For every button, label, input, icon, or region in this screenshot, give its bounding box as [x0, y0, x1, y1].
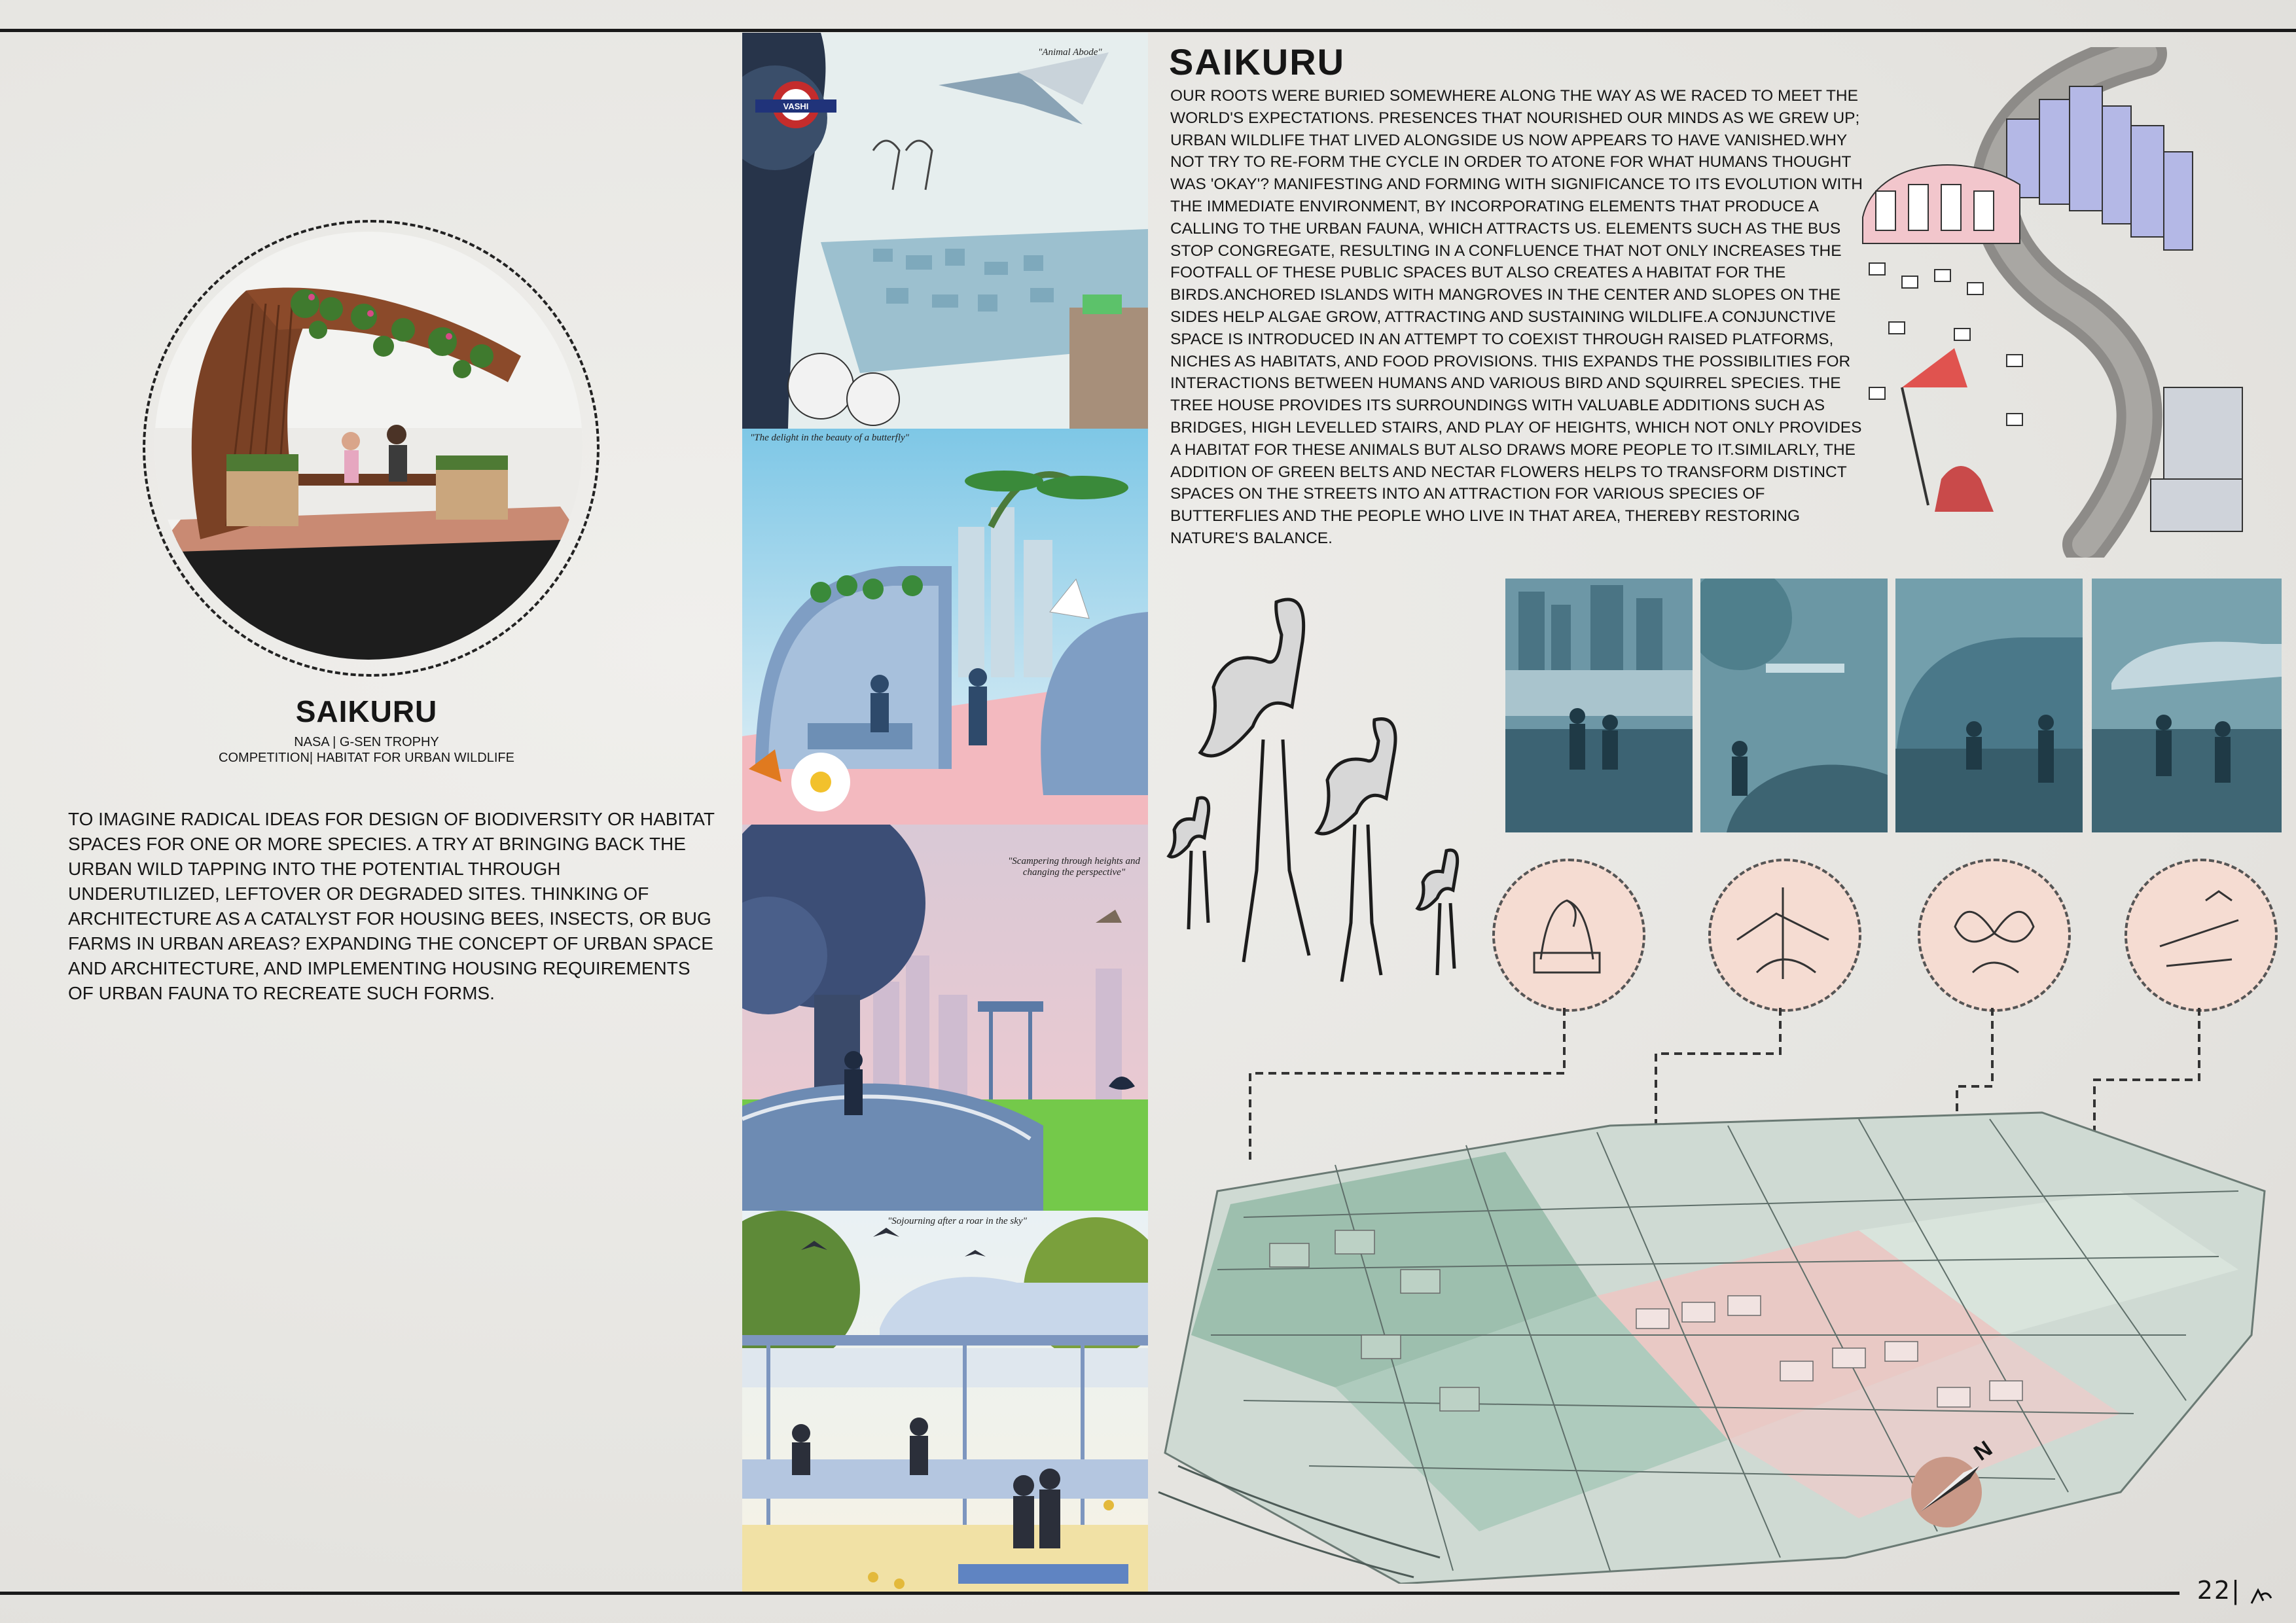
caption-animal-abode: "Animal Abode" [1038, 47, 1102, 58]
section-title: SAIKURU [1169, 41, 1346, 82]
isometric-site-map [1139, 995, 2291, 1584]
bottom-rule [0, 1592, 2179, 1595]
subtitle-line-2: COMPETITION| HABITAT FOR URBAN WILDLIFE [219, 751, 514, 765]
page-number-text: 22| [2197, 1576, 2241, 1605]
vashi-sign: VASHI [783, 101, 809, 111]
caption-tree-house-line-2: changing the perspective" [1022, 867, 1126, 878]
caption-tree-house-line-1: "Scampering through heights and [1008, 856, 1140, 866]
logo-glyph-icon [2250, 1583, 2272, 1601]
caption-butterfly: "The delight in the beauty of a butterfly" [750, 433, 909, 443]
project-title: SAIKURU [295, 694, 438, 728]
north-label: N [1969, 1436, 1997, 1466]
competition-brief: TO IMAGINE RADICAL IDEAS FOR DESIGN OF BIODIVERSITY OR HABITAT SPACES FOR ONE OR MORE SPECIES. A TRY AT BRINGING BACK THE URBAN WILD TAPPING INTO THE POTENTIAL THROUGH UNDERUTILIZED, LEFTOVER OR DEGRADED SITES. THINKING OF ARCHITECTURE AS A CATALYST FOR HOUSING BEES, INSECTS, OR BUG FARMS IN URBAN AREAS? EXPANDING THE CONCEPT OF URBAN SPACE AND ARCHITECTURE, AND IMPLEMENTING HOUSING REQUIREMENTS OF URBAN FAUNA TO RECREATE SUCH FORMS. [68, 809, 715, 1003]
concept-description: OUR ROOTS WERE BURIED SOMEWHERE ALONG THE WAY AS WE RACED TO MEET THE WORLD'S EXPECTATIONS. PRESENCES THAT NOURISHED OUR MINDS AS WE GREW UP; URBAN WILDLIFE THAT LIVED ALONGSIDE US NOW APPEARS TO HAVE VANISHED.WHY NOT TRY TO RE-FORM THE CYCLE IN ORDER TO ATONE FOR WHAT HUMANS THOUGHT WAS 'OKAY'? MANIFESTING AND FORMING WITH SIGNIFICANCE TO ITS EVOLUTION WITH THE IMMEDIATE ENVIRONMENT, BY INCORPORATING ELEMENTS THAT PRODUCE A CALLING TO THE URBAN FAUNA, WHICH ATTRACTS US. ELEMENTS SUCH AS THE BUS STOP CONGREGATE, RESULTING IN A CONFLUENCE THAT NOT ONLY INCREASES THE FOOTFALL OF THESE PUBLIC SPACES BUT ALSO CREATES A HABITAT FOR THE BIRDS.ANCHORED ISLANDS WITH MANGROVES IN THE CENTER AND SLOPES ON THE SIDES HELP ALGAE GROW, ATTRACTING AND SUSTAINING WILDLIFE.A CONJUNCTIVE SPACE IS INTRODUCED IN AN ATTEMPT TO COEXIST THROUGH RAISED PLATFORMS, NICHES AS HABITATS, AND FOOD PROVISIONS. THIS EXPANDS THE POSSIBILITIES FOR INTERACTIONS BETWEEN HUMANS AND VARIOUS BIRD AND SQUIRREL SPECIES. THE TREE HOUSE PROVIDES ITS SURROUNDINGS WITH VALUABLE ADDITIONS SUCH AS BRIDGES, HIGH LEVELLED STAIRS, AND PLAY OF HEIGHTS, WHICH NOT ONLY PROVIDES A HABITAT FOR THESE ANIMALS BUT ALSO DRAWS MORE PEOPLE TO IT.SIMILARLY, THE ADDITION OF GREEN BELTS AND NECTAR FLOWERS HELPS TO TRANSFORM DISTINCT SPACES ON THE STREETS INTO AN ATTRACTION FOR VARIOUS SPECIES OF BUTTERFLIES AND THE PEOPLE WHO LIVE IN THAT AREA, THEREBY RESTORING NATURE'S BALANCE. [1170, 87, 1863, 547]
north-compass [1907, 1436, 1999, 1531]
subtitle-line-1: NASA | G-SEN TROPHY [294, 735, 439, 749]
caption-bird-shelter: "Sojourning after a roar in the sky" [888, 1216, 1027, 1226]
page-number [2197, 1576, 2272, 1605]
